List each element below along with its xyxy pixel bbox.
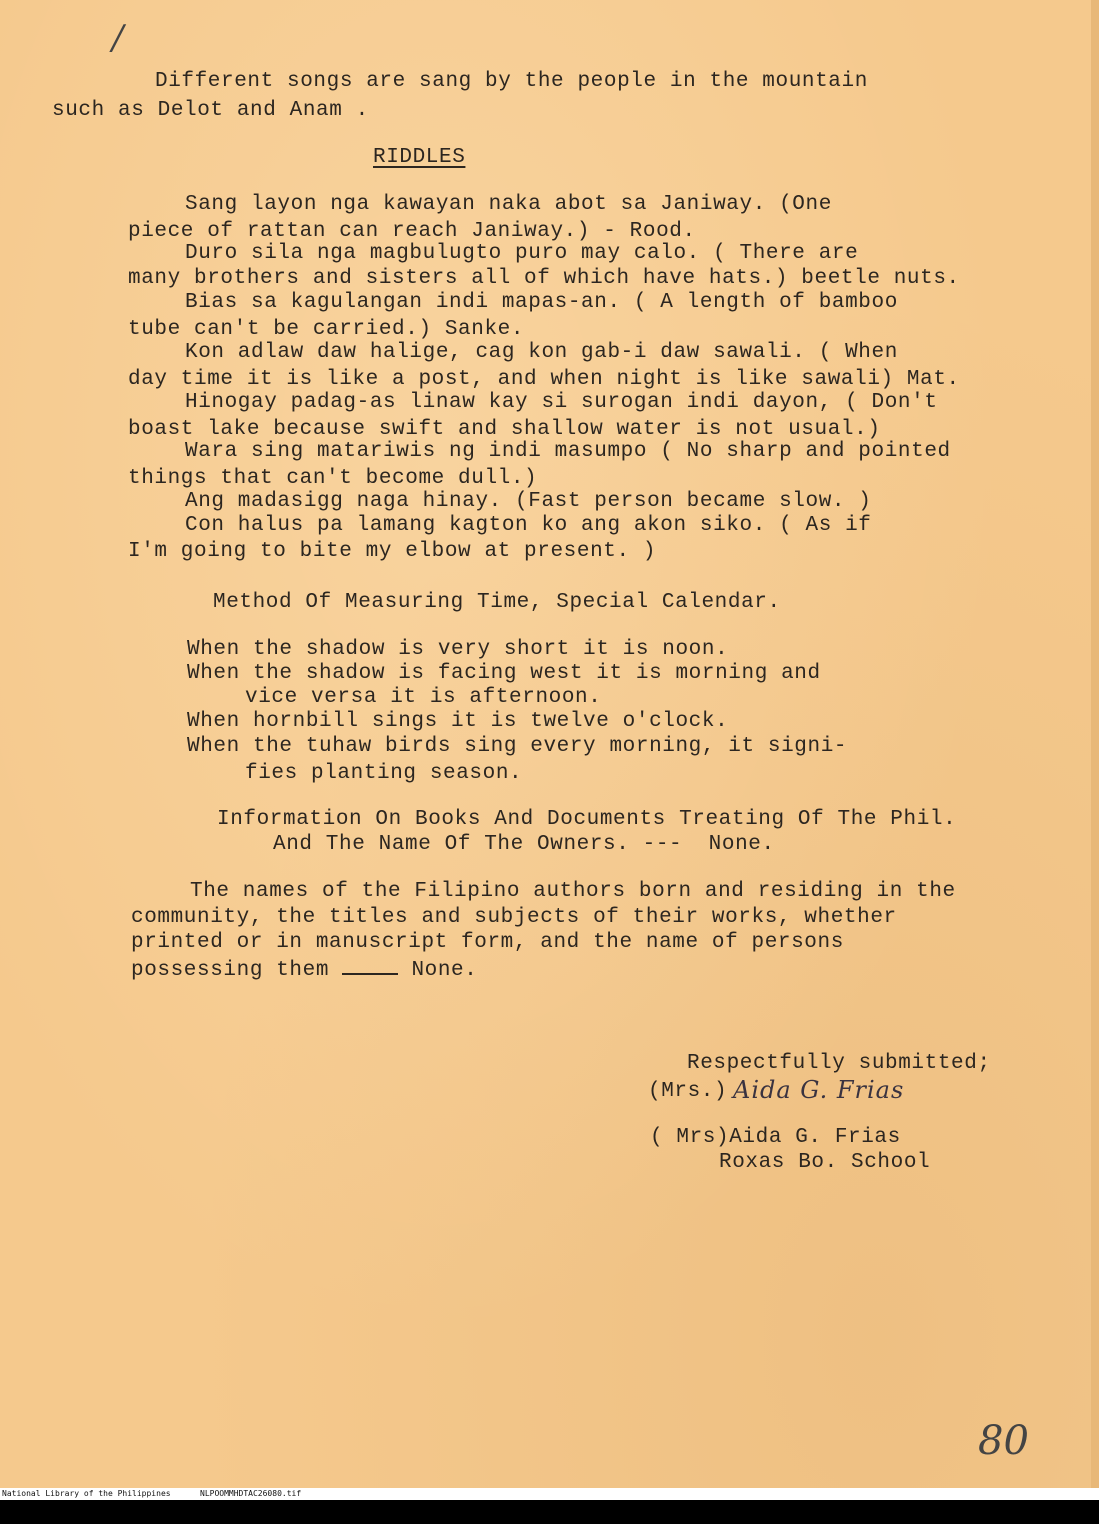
riddle-line: day time it is like a post, and when night is like sawali) Mat.	[128, 368, 960, 391]
handwritten-signature: Aida G. Frias	[733, 1076, 905, 1104]
blank-line	[342, 959, 398, 975]
riddle-line: Kon adlaw daw halige, cag kon gab-i daw sawali. ( When	[185, 341, 898, 364]
closing: Respectfully submitted;	[687, 1052, 991, 1075]
authors-line-1: The names of the Filipino authors born and residing in the	[190, 880, 956, 903]
books-line-2: And The Name Of The Owners. --- None.	[273, 833, 775, 856]
time-line: fies planting season.	[245, 762, 523, 785]
riddle-line: I'm going to bite my elbow at present. )	[128, 540, 657, 563]
riddle-line: Sang layon nga kawayan naka abot sa Janiway. (One	[185, 193, 832, 216]
riddle-line: many brothers and sisters all of which have hats.) beetle nuts.	[128, 267, 960, 290]
riddle-line: Ang madasigg naga hinay. (Fast person became slow. )	[185, 490, 872, 513]
footer-file: NLPOOMMHDTAC26080.tif	[200, 1489, 302, 1498]
time-line: When the shadow is very short it is noon.	[187, 638, 729, 661]
time-line: When the shadow is facing west it is morning and	[187, 662, 821, 685]
footer-library: National Library of the Philippines	[2, 1489, 171, 1498]
typed-name: ( Mrs)Aida G. Frias	[650, 1126, 901, 1149]
riddle-line: boast lake because swift and shallow water is not usual.)	[128, 418, 881, 441]
signature-prefix: (Mrs.)	[648, 1080, 728, 1103]
page-mark: /	[112, 18, 124, 58]
time-line: When the tuhaw birds sing every morning, it signi-	[187, 735, 848, 758]
authors-line-4-end: None.	[411, 959, 478, 982]
time-heading: Method Of Measuring Time, Special Calendar.	[213, 591, 781, 614]
riddles-heading: RIDDLES	[373, 146, 466, 169]
scan-footer	[0, 1488, 1099, 1500]
riddle-line: piece of rattan can reach Janiway.) - Rood.	[128, 220, 696, 243]
riddle-line: Bias sa kagulangan indi mapas-an. ( A length of bamboo	[185, 291, 898, 314]
time-line: When hornbill sings it is twelve o'clock.	[187, 710, 729, 733]
books-line-1: Information On Books And Documents Treating Of The Phil.	[217, 808, 957, 831]
time-line: vice versa it is afternoon.	[245, 686, 602, 709]
page-edge	[1091, 0, 1099, 1488]
riddle-line: tube can't be carried.) Sanke.	[128, 318, 525, 341]
riddle-line: things that can't become dull.)	[128, 467, 538, 490]
authors-line-3: printed or in manuscript form, and the name of persons	[131, 931, 844, 954]
riddle-line: Wara sing matariwis ng indi masumpo ( No sharp and pointed	[185, 440, 951, 463]
authors-line-2: community, the titles and subjects of their works, whether	[131, 906, 897, 929]
school-name: Roxas Bo. School	[719, 1151, 931, 1174]
intro-line-1: Different songs are sang by the people in the mountain	[155, 70, 868, 93]
authors-line-4-start: possessing them	[131, 959, 330, 982]
intro-line-2: such as Delot and Anam .	[52, 99, 369, 122]
page-number: 80	[978, 1418, 1029, 1464]
riddle-line: Duro sila nga magbulugto puro may calo. ( There are	[185, 242, 859, 265]
riddle-line: Hinogay padag-as linaw kay si surogan indi dayon, ( Don't	[185, 391, 938, 414]
authors-line-4	[131, 959, 477, 983]
riddle-line: Con halus pa lamang kagton ko ang akon siko. ( As if	[185, 514, 872, 537]
